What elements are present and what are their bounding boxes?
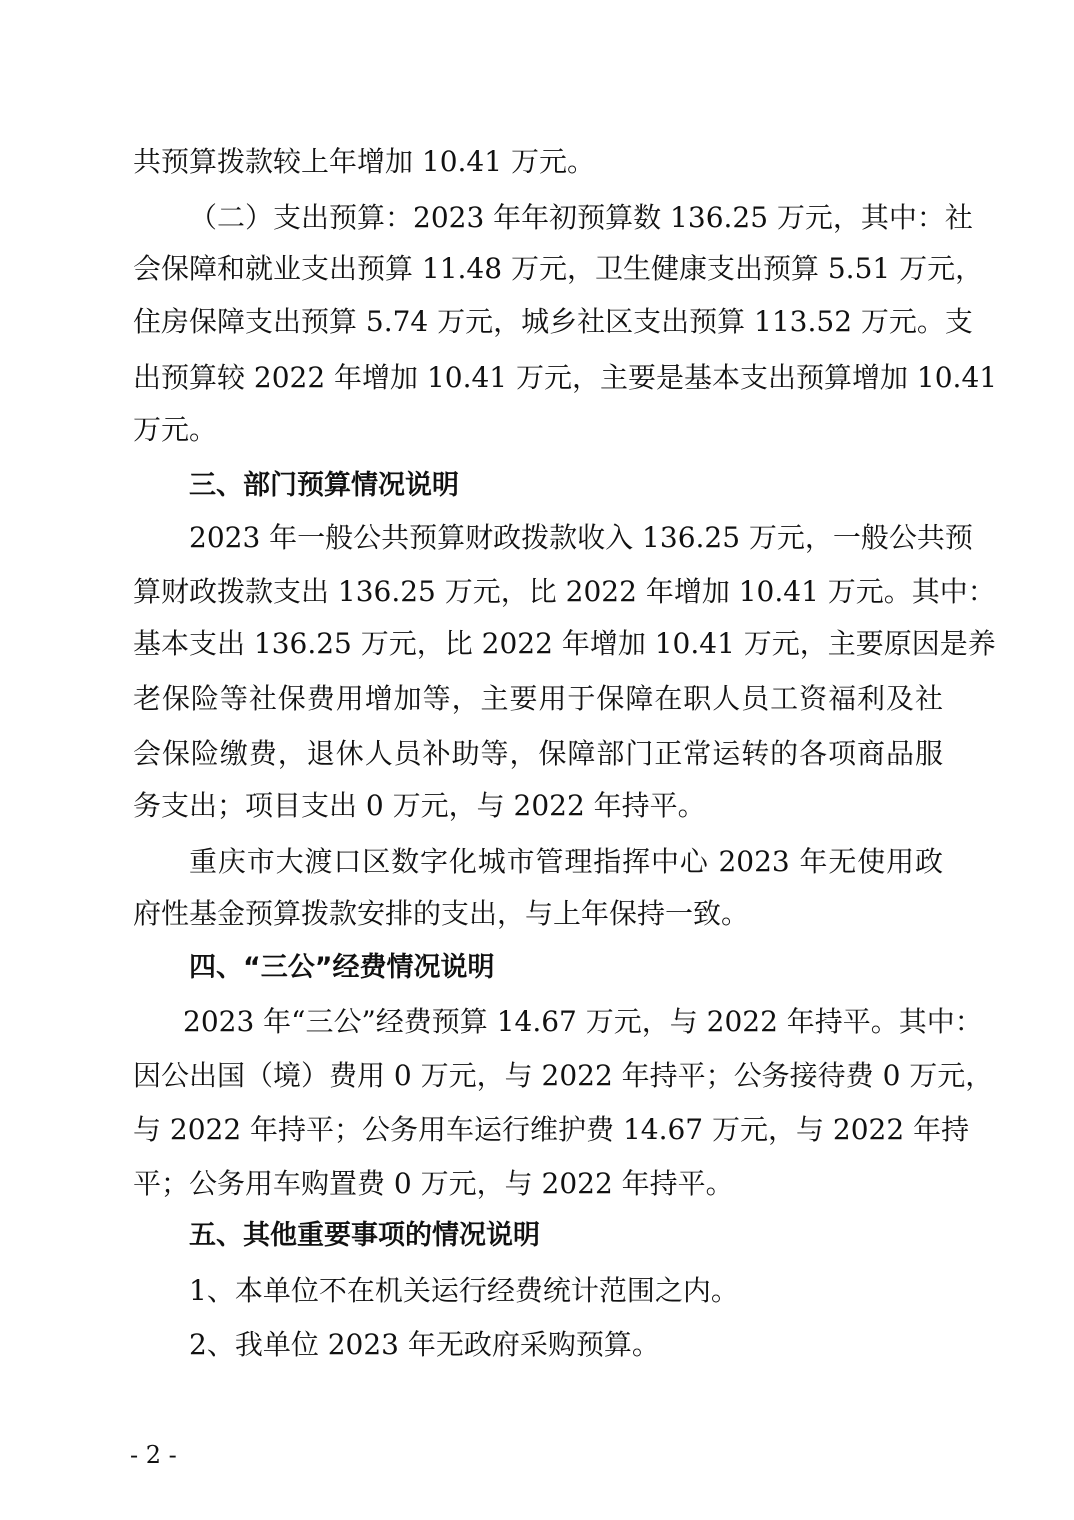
paragraph-line: 万元。 [133,413,218,446]
paragraph-line: 平；公务用车购置费 0 万元，与 2022 年持平。 [133,1167,734,1200]
list-item: 2、我单位 2023 年无政府采购预算。 [189,1328,660,1361]
section-heading: 五、其他重要事项的情况说明 [189,1220,540,1251]
paragraph-line: 因公出国（境）费用 0 万元，与 2022 年持平；公务接待费 0 万元， [133,1059,994,1092]
paragraph-line: 府性基金预算拨款安排的支出，与上年保持一致。 [133,897,750,930]
paragraph-line: 共预算拨款较上年增加 10.41 万元。 [133,145,595,178]
paragraph-line: （二）支出预算：2023 年年初预算数 136.25 万元，其中：社 [189,201,973,234]
page-number: - 2 - [130,1441,177,1469]
paragraph-line: 2023 年“三公”经费预算 14.67 万元，与 2022 年持平。其中： [183,1005,983,1038]
paragraph-line: 老保险等社保费用增加等，主要用于保障在职人员工资福利及社 [133,682,943,715]
paragraph-line: 会保障和就业支出预算 11.48 万元，卫生健康支出预算 5.51 万元， [133,252,984,285]
section-heading: 三、部门预算情况说明 [189,470,459,501]
paragraph-line: 算财政拨款支出 136.25 万元，比 2022 年增加 10.41 万元。其中： [133,575,996,608]
paragraph-line: 住房保障支出预算 5.74 万元，城乡社区支出预算 113.52 万元。支 [133,305,973,338]
paragraph-line: 务支出；项目支出 0 万元，与 2022 年持平。 [133,789,706,822]
paragraph-line: 基本支出 136.25 万元，比 2022 年增加 10.41 万元，主要原因是养 [133,627,996,660]
paragraph-line: 出预算较 2022 年增加 10.41 万元，主要是基本支出预算增加 10.41 [133,361,998,394]
paragraph-line: 2023 年一般公共预算财政拨款收入 136.25 万元，一般公共预 [189,521,973,554]
section-heading: 四、“三公”经费情况说明 [189,952,495,983]
list-item: 1、本单位不在机关运行经费统计范围之内。 [189,1274,739,1307]
paragraph-line: 会保险缴费，退休人员补助等，保障部门正常运转的各项商品服 [133,737,943,770]
paragraph-line: 重庆市大渡口区数字化城市管理指挥中心 2023 年无使用政 [189,845,943,878]
paragraph-line: 与 2022 年持平；公务用车运行维护费 14.67 万元，与 2022 年持 [133,1113,970,1146]
